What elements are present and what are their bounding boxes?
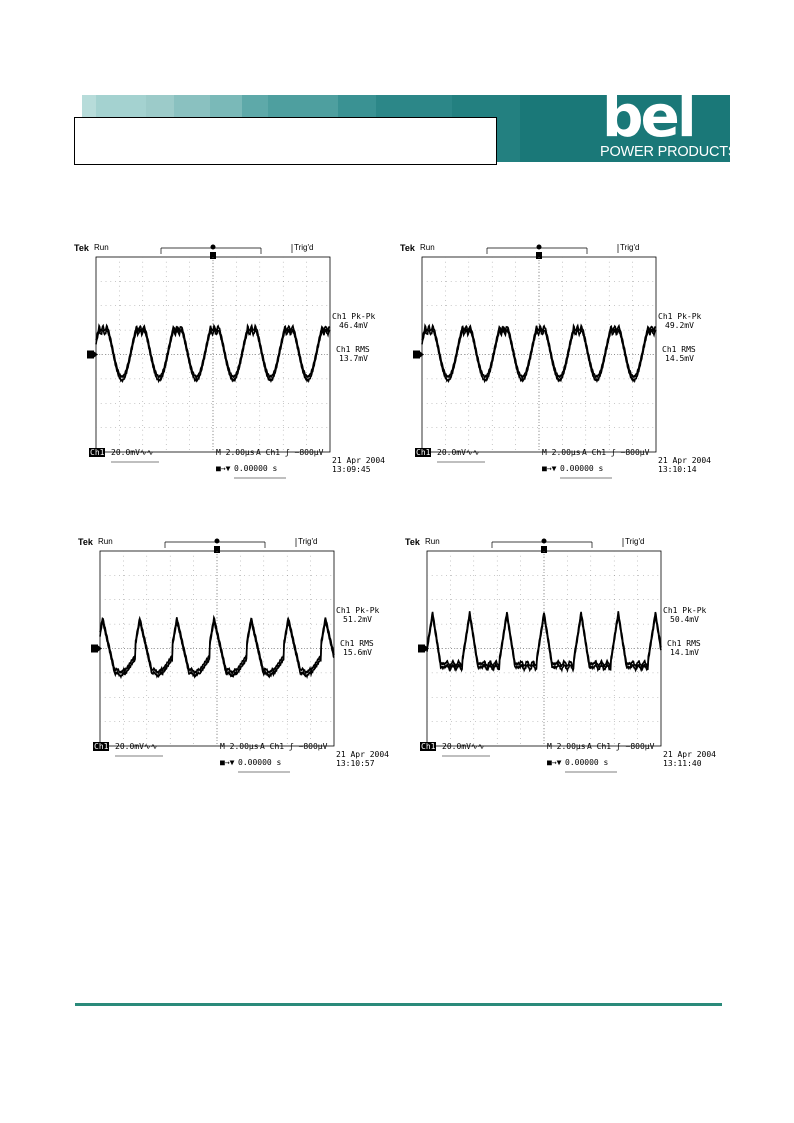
trigger-offset: 0.00000 s <box>238 758 282 767</box>
meas1-label: Ch1 Pk-Pk <box>336 606 380 615</box>
trigger-setting: A Ch1 ʃ −800µV <box>256 448 324 457</box>
scope-capture <box>405 537 745 777</box>
title-box <box>74 117 497 165</box>
meas2-label: Ch1 RMS <box>667 639 701 648</box>
trigger-offset: 0.00000 s <box>565 758 609 767</box>
trigger-offset-icon: ■→▼ <box>542 464 557 473</box>
scope-brand: Tek <box>78 537 93 547</box>
channel-label: Ch1 <box>90 448 105 457</box>
meas1-value: 51.2mV <box>343 615 372 624</box>
logo-subtitle: POWER PRODUCTS <box>600 144 738 160</box>
scope-trig-status: Trig'd <box>625 537 645 546</box>
capture-time: 13:10:14 <box>658 465 697 474</box>
volts-per-div: 20.0mV∿∿ <box>437 448 480 457</box>
scope-graticule <box>400 243 740 483</box>
timebase: M 2.00µs <box>547 742 586 751</box>
scope-graticule <box>405 537 745 777</box>
brand-logo <box>596 82 738 162</box>
meas2-label: Ch1 RMS <box>340 639 374 648</box>
channel-label: Ch1 <box>94 742 109 751</box>
capture-date: 21 Apr 2004 <box>663 750 716 759</box>
volts-per-div: 20.0mV∿∿ <box>115 742 158 751</box>
logo-word: bel <box>602 82 694 150</box>
scope-brand: Tek <box>400 243 415 253</box>
volts-per-div: 20.0mV∿∿ <box>111 448 154 457</box>
meas1-value: 46.4mV <box>339 321 368 330</box>
meas2-value: 15.6mV <box>343 648 372 657</box>
capture-date: 21 Apr 2004 <box>332 456 385 465</box>
capture-time: 13:11:40 <box>663 759 702 768</box>
scope-brand: Tek <box>405 537 420 547</box>
trigger-offset: 0.00000 s <box>234 464 278 473</box>
channel-label: Ch1 <box>416 448 431 457</box>
capture-time: 13:09:45 <box>332 465 371 474</box>
scope-status: Run <box>420 243 435 252</box>
trigger-offset: 0.00000 s <box>560 464 604 473</box>
channel-label: Ch1 <box>421 742 436 751</box>
scope-capture <box>74 243 414 483</box>
meas1-value: 49.2mV <box>665 321 694 330</box>
footer-rule <box>75 1003 722 1006</box>
meas2-value: 14.1mV <box>670 648 699 657</box>
trigger-setting: A Ch1 ʃ −800µV <box>587 742 655 751</box>
scope-graticule <box>74 243 414 483</box>
timebase: M 2.00µs <box>542 448 581 457</box>
trigger-offset-icon: ■→▼ <box>547 758 562 767</box>
capture-time: 13:10:57 <box>336 759 375 768</box>
timebase: M 2.00µs <box>220 742 259 751</box>
meas1-label: Ch1 Pk-Pk <box>663 606 707 615</box>
timebase: M 2.00µs <box>216 448 255 457</box>
meas2-label: Ch1 RMS <box>336 345 370 354</box>
scope-status: Run <box>94 243 109 252</box>
meas1-label: Ch1 Pk-Pk <box>332 312 376 321</box>
trigger-offset-icon: ■→▼ <box>220 758 235 767</box>
scope-status: Run <box>98 537 113 546</box>
meas2-value: 14.5mV <box>665 354 694 363</box>
meas2-label: Ch1 RMS <box>662 345 696 354</box>
scope-trig-status: Trig'd <box>298 537 318 546</box>
scope-trig-status: Trig'd <box>294 243 314 252</box>
meas2-value: 13.7mV <box>339 354 368 363</box>
trigger-setting: A Ch1 ʃ −800µV <box>582 448 650 457</box>
trigger-setting: A Ch1 ʃ −800µV <box>260 742 328 751</box>
scope-capture <box>400 243 740 483</box>
scope-trig-status: Trig'd <box>620 243 640 252</box>
band-segment <box>520 95 550 162</box>
meas1-label: Ch1 Pk-Pk <box>658 312 702 321</box>
trigger-offset-icon: ■→▼ <box>216 464 231 473</box>
scope-brand: Tek <box>74 243 89 253</box>
scope-capture <box>78 537 418 777</box>
scope-graticule <box>78 537 418 777</box>
scope-status: Run <box>425 537 440 546</box>
capture-date: 21 Apr 2004 <box>336 750 389 759</box>
capture-date: 21 Apr 2004 <box>658 456 711 465</box>
meas1-value: 50.4mV <box>670 615 699 624</box>
volts-per-div: 20.0mV∿∿ <box>442 742 485 751</box>
